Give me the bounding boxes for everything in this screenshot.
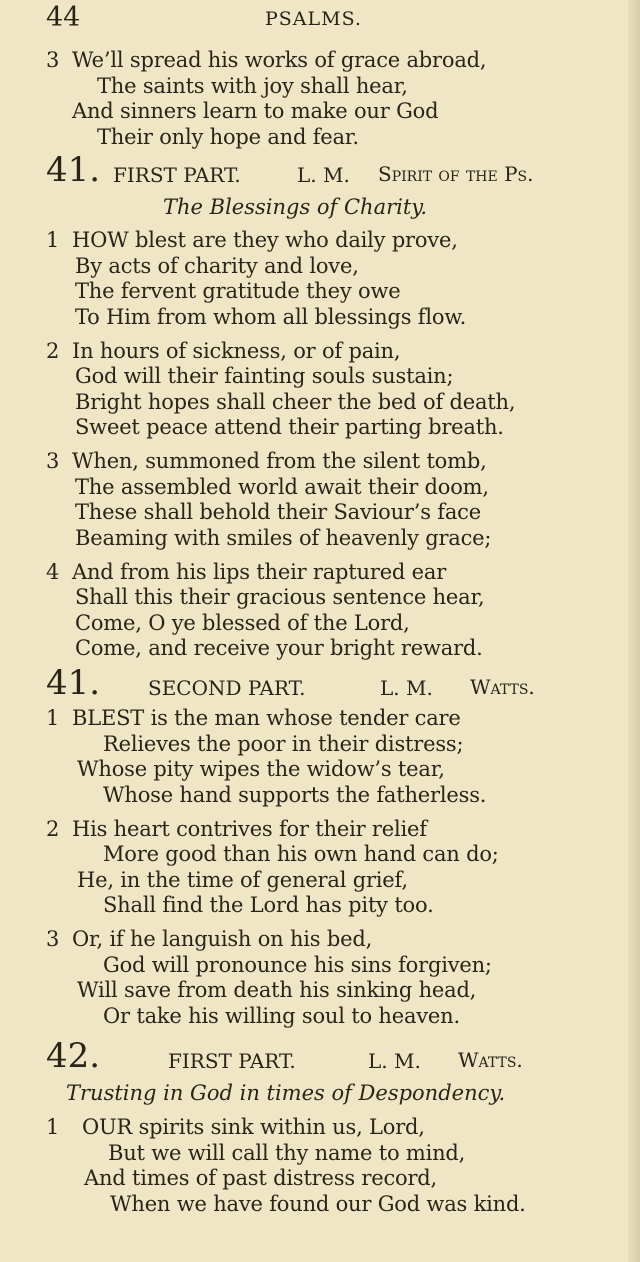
hymn-number: 41. — [46, 663, 101, 703]
hymn-subtitle: The Blessings of Charity. — [163, 195, 428, 219]
page-number: 44 — [46, 2, 81, 33]
hymn-part: SECOND PART. — [148, 676, 306, 700]
verse-line: Will save from death his sinking head, — [77, 978, 477, 1002]
verse-line: Or take his willing soul to heaven. — [103, 1003, 460, 1028]
verse-line: God will pronounce his sins forgiven; — [103, 952, 492, 977]
verse-line: The saints with joy shall hear, — [97, 73, 408, 98]
verse-line: Sweet peace attend their parting breath. — [75, 415, 504, 439]
verse-number: 3 — [46, 449, 60, 473]
hymn-author: Spirit of the Ps. — [378, 162, 534, 186]
hymn-part: FIRST PART. — [113, 163, 241, 187]
verse-line: To Him from whom all blessings flow. — [75, 304, 467, 329]
verse-line: He, in the time of general grief, — [77, 867, 408, 892]
verse-line: Come, and receive your bright reward. — [75, 636, 483, 660]
verse-line: Come, O ye blessed of the Lord, — [75, 610, 410, 635]
verse-line: HOW blest are they who daily prove, — [72, 228, 458, 252]
hymn-meter: L. M. — [297, 163, 350, 187]
verse-line: And sinners learn to make our God — [72, 99, 439, 123]
hymn-number: 41. — [46, 150, 101, 190]
verse-number: 2 — [46, 338, 60, 363]
verse-line: Whose hand supports the fatherless. — [103, 782, 487, 807]
verse-number: 1 — [46, 1115, 60, 1139]
verse-line: The assembled world await their doom, — [75, 474, 489, 499]
verse-line: In hours of sickness, or of pain, — [72, 338, 401, 363]
verse-number: 1 — [46, 228, 60, 252]
verse-line: Whose pity wipes the widow’s tear, — [77, 757, 445, 781]
verse-line: Shall this their gracious sentence hear, — [75, 585, 485, 609]
running-head: PSALMS. — [265, 8, 362, 30]
hymn-meter: L. M. — [380, 676, 433, 700]
verse-line: When, summoned from the silent tomb, — [72, 449, 487, 473]
verse-line: Relieves the poor in their distress; — [103, 731, 464, 756]
verse-line: His heart contrives for their relief — [72, 816, 427, 841]
hymn-author: Watts. — [458, 1048, 523, 1072]
verse-line: More good than his own hand can do; — [103, 842, 499, 866]
verse-number: 1 — [46, 706, 60, 730]
verse-line: By acts of charity and love, — [75, 253, 359, 278]
verse-line: These shall behold their Saviour’s face — [75, 500, 481, 524]
verse-number: 3 — [46, 927, 60, 951]
page-edge — [628, 0, 640, 1262]
verse-number: 4 — [46, 559, 60, 584]
verse-line: God will their fainting souls sustain; — [75, 364, 454, 388]
hymn-author: Watts. — [470, 675, 535, 699]
verse-line: Bright hopes shall cheer the bed of death, — [75, 389, 516, 414]
verse-line: But we will call thy name to mind, — [108, 1140, 466, 1165]
verse-line: Shall find the Lord has pity too. — [103, 893, 434, 917]
verse-line: Or, if he languish on his bed, — [72, 927, 373, 951]
verse-line: Their only hope and fear. — [97, 124, 359, 149]
verse-line: BLEST is the man whose tender care — [72, 706, 461, 730]
verse-number: 2 — [46, 816, 60, 841]
verse-line: We’ll spread his works of grace abroad, — [72, 48, 487, 72]
verse-number: 3 — [46, 48, 60, 72]
verse-line: The fervent gratitude they owe — [75, 279, 401, 303]
verse-line: Beaming with smiles of heavenly grace; — [75, 525, 492, 550]
hymn-subtitle: Trusting in God in times of Despondency. — [66, 1081, 506, 1105]
verse-line: OUR spirits sink within us, Lord, — [82, 1115, 425, 1139]
hymn-part: FIRST PART. — [168, 1049, 296, 1073]
verse-line: And from his lips their raptured ear — [72, 559, 447, 584]
verse-line: And times of past distress record, — [84, 1166, 437, 1190]
hymn-meter: L. M. — [368, 1049, 421, 1073]
hymn-number: 42. — [46, 1036, 101, 1076]
verse-line: When we have found our God was kind. — [110, 1191, 526, 1216]
